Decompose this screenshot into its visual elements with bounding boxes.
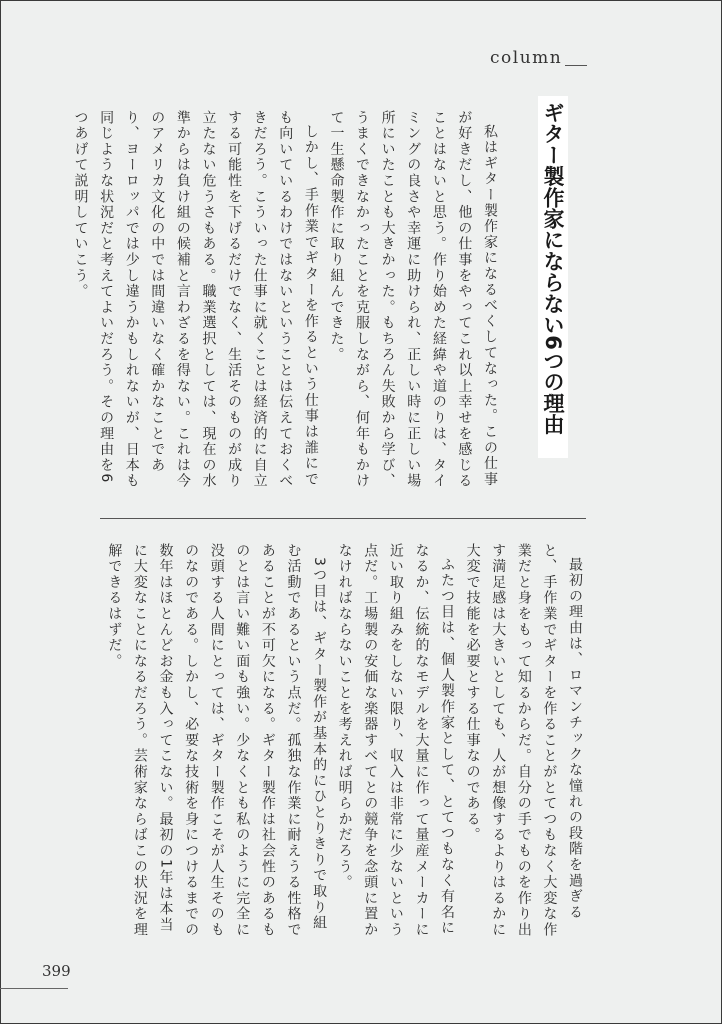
- article-title: ギター製作家にならない6つの理由: [541, 102, 565, 435]
- intro-paragraph-1: 私はギター製作家になるべくしてなった。この仕事が好きだし、他の仕事をやってこれ以上幸せを感じることはないと思う。作り始めた経緯や道のりは、タイミングの良さや幸運に助けられ、正しい時に正しい場所にいたことも大きかった。もちろん失敗から学び、うまくできなかったことを克服しながら、何年もかけて一生懸命製作に取り組んできた。: [328, 110, 498, 490]
- reason-paragraph-2: ふたつ目は、個人製作家として、とてつもなく有名になるか、伝統的なモデルを大量に作って量産メーカーに近い取り組みをしない限り、収入は非常に少ないという点だ。工場製の安価な楽器すべてとの競争を念頭に置かなければならないことを考えれば明らかだろう。: [336, 543, 456, 938]
- intro-text-block: [72, 110, 502, 498]
- column-label-underline: [565, 65, 587, 66]
- reason-paragraph-1: 最初の理由は、ロマンチックな憧れの段階を過ぎると、手作業でギターを作ることがとてつもなく大変な作業だと身をもって知るからだ。自分の手でものを作り出す満足感は大きいとしても、人が想像するよりはるかに大変で技能を必要とする仕事なのである。: [464, 543, 583, 938]
- article-title-box: [538, 96, 568, 458]
- intro-paragraph-2: しかし、手作業でギターを作るという仕事は誰にでも向いているわけではないということは伝えておくべきだろう。こういった仕事に就くことは経済的に自立する可能性を下げるだけでなく、生活そのものが成り立たない危うさもある。職業選択としては、現在の水準からは負け組の候補と言わざるを得ない。これは今のアメリカ文化の中では間違いなく確かなことであり、ヨーロッパでは少し違うかもしれないが、日本も同じような状況だと考えてよいだろう。その理由を6つあげて説明していこう。: [72, 110, 319, 490]
- reasons-text-block: [106, 543, 587, 943]
- section-divider: [100, 518, 586, 519]
- page-number-rule: [0, 988, 68, 989]
- page-number: 399: [42, 962, 71, 980]
- column-label: column: [490, 48, 563, 68]
- reason-paragraph-3: 3つ目は、ギター製作が基本的にひとりきりで取り組む活動であるという点だ。孤独な作業に耐えうる性格であることが不可欠になる。ギター製作は社会性のあるものとは言い難い面も強い。少なくとも私のように完全に没頭する人間にとっては、ギター製作こそが人生そのものなのである。しかし、必要な技術を身につけるまでの数年はほとんどお金も入ってこない。最初の1年は本当に大変なことになるだろう。芸術家ならばこの状況を理解できるはずだ。: [106, 543, 328, 938]
